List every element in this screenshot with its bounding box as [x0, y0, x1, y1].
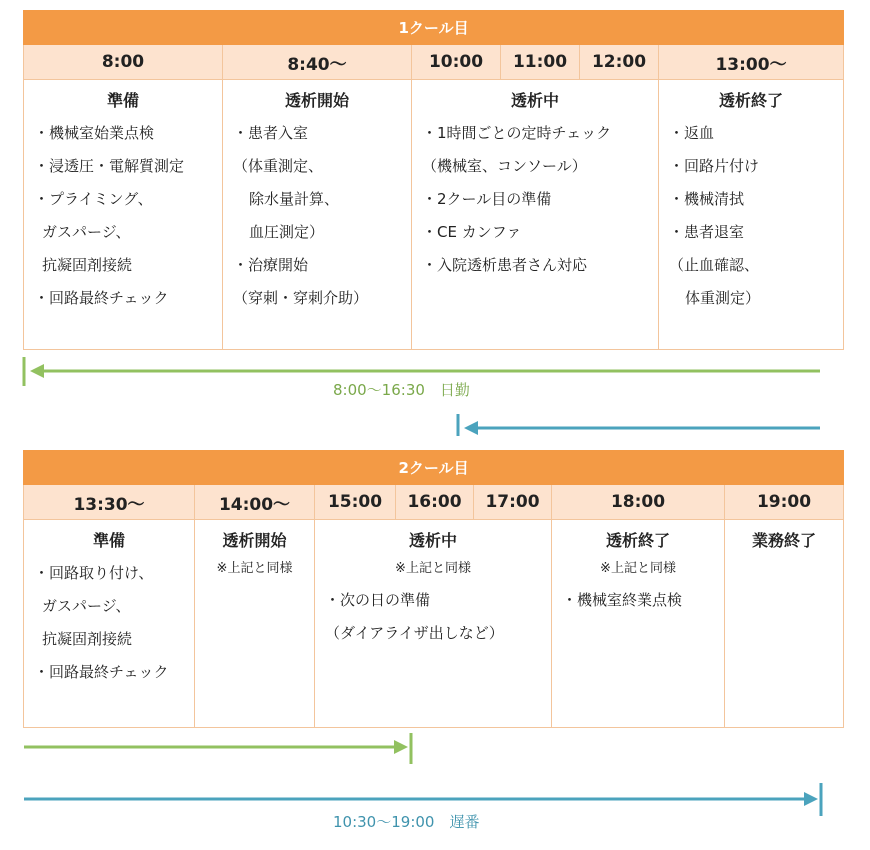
task-line: ・CE カンファ: [422, 223, 522, 241]
task-line: （止血確認、: [669, 256, 760, 274]
task-line: ・回路最終チェック: [34, 663, 169, 681]
task-line: ガスパージ、: [42, 597, 131, 615]
same-as-above-note: ※上記と同様: [216, 561, 293, 576]
day-shift-arrow-bottom: [24, 733, 411, 764]
task-line: ・機械室終業点検: [562, 591, 683, 609]
task-line: ガスパージ、: [42, 223, 131, 241]
phase-title: 透析終了: [605, 531, 670, 550]
time-header: 8:40〜: [223, 45, 412, 80]
time-header: 13:30〜: [24, 485, 195, 520]
task-line: （機械室、コンソール）: [422, 157, 587, 175]
task-line: 除水量計算、: [249, 190, 340, 208]
task-line: ・次の日の準備: [325, 591, 431, 609]
task-line: 血圧測定）: [249, 223, 325, 241]
time-header: 15:00: [315, 485, 396, 520]
task-line: （ダイアライザ出しなど）: [325, 624, 504, 642]
task-line: ・入院透析患者さん対応: [422, 256, 588, 274]
task-line: ・2クール目の準備: [422, 190, 552, 208]
task-line: 抗凝固剤接続: [42, 630, 133, 648]
cool2-title: 2クール目: [24, 451, 844, 485]
task-line: ・機械室始業点検: [34, 124, 155, 142]
time-header: 14:00〜: [195, 485, 315, 520]
late-shift-label: 10:30〜19:00 遅番: [333, 813, 480, 831]
time-header: 16:00: [396, 485, 474, 520]
task-line: ・1時間ごとの定時チェック: [422, 124, 612, 142]
time-header: 13:00〜: [659, 45, 844, 80]
time-header: 17:00: [474, 485, 552, 520]
same-as-above-note: ※上記と同様: [395, 561, 471, 576]
task-line: ・浸透圧・電解質測定: [34, 157, 185, 175]
time-header: 18:00: [552, 485, 725, 520]
task-line: ・プライミング、: [34, 190, 153, 208]
task-line: ・回路最終チェック: [34, 289, 169, 307]
time-header: 19:00: [725, 485, 844, 520]
task-line: ・返血: [669, 124, 715, 142]
phase-title: 業務終了: [752, 531, 817, 550]
phase-title: 透析中: [510, 91, 559, 110]
time-header: 8:00: [24, 45, 223, 80]
task-line: ・回路片付け: [669, 157, 760, 175]
task-line: （穿刺・穿刺介助）: [233, 289, 369, 307]
time-header: 10:00: [412, 45, 501, 80]
cool1-title: 1クール目: [24, 11, 844, 45]
task-line: 体重測定）: [685, 289, 761, 307]
phase-title: 準備: [92, 531, 125, 550]
task-line: ・治療開始: [233, 256, 309, 274]
task-line: 抗凝固剤接続: [42, 256, 133, 274]
phase-title: 透析中: [408, 531, 457, 550]
task-line: ・機械清拭: [669, 190, 745, 208]
time-header: 11:00: [501, 45, 580, 80]
task-line: ・回路取り付け、: [34, 564, 154, 582]
phase-title: 透析終了: [719, 91, 784, 110]
late-shift-arrow-top: [458, 414, 820, 436]
same-as-above-note: ※上記と同様: [600, 561, 676, 576]
task-line: （体重測定、: [233, 157, 324, 175]
task-line: ・患者退室: [669, 223, 745, 241]
task-line: ・患者入室: [233, 124, 309, 142]
phase-title: 透析開始: [222, 531, 287, 550]
day-shift-label: 8:00〜16:30 日勤: [333, 381, 470, 399]
time-header: 12:00: [580, 45, 659, 80]
phase-title: 準備: [106, 91, 139, 110]
phase-title: 透析開始: [284, 91, 349, 110]
